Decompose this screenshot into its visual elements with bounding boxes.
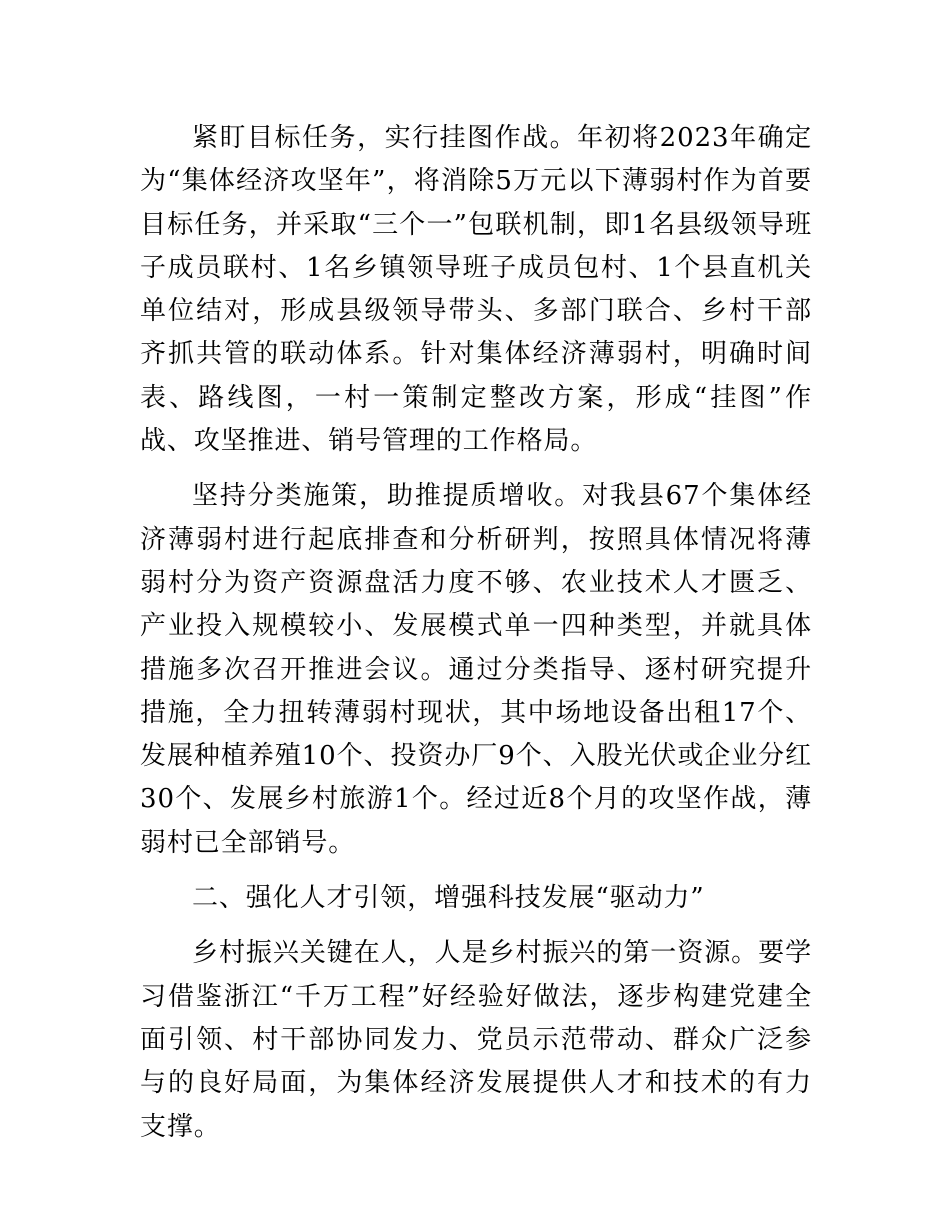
section-heading: 二、强化人才引领，增强科技发展“驱动力” [192, 883, 705, 914]
paragraph-talent: 乡村振兴关键在人，人是乡村振兴的第一资源。要学习借鉴浙江“千万工程”好经验好做法，逐步构建党建全面引领、村干部协同发力、党员示范带动、群众广泛参与的良好局面，为集体经济发展提供人才和技术的有力支撑。 [140, 938, 812, 1142]
paragraph-target-tasks: 紧盯目标任务，实行挂图作战。年初将2023年确定为“集体经济攻坚年”，将消除5万元以下薄弱村作为首要目标任务，并采取“三个一”包联机制，即1名县级领导班子成员联村、1名乡镇领导班子成员包村、1个县直机关单位结对，形成县级领导带头、多部门联合、乡村干部齐抓共管的联动体系。针对集体经济薄弱村，明确时间表、路线图，一村一策制定整改方案，形成“挂图”作战、攻坚推进、销号管理的工作格局。 [140, 123, 812, 457]
document-body [140, 117, 812, 1149]
paragraph-classified-measures: 坚持分类施策，助推提质增收。对我县67个集体经济薄弱村进行起底排查和分析研判，按照具体情况将薄弱村分为资产资源盘活力度不够、农业技术人才匮乏、产业投入规模较小、发展模式单一四种类型，并就具体措施多次召开推进会议。通过分类指导、逐村研究提升措施，全力扭转薄弱村现状，其中场地设备出租17个、发展种植养殖10个、投资办厂9个、入股光伏或企业分红30个、发展乡村旅游1个。经过近8个月的攻坚作战，薄弱村已全部销号。 [140, 481, 812, 858]
